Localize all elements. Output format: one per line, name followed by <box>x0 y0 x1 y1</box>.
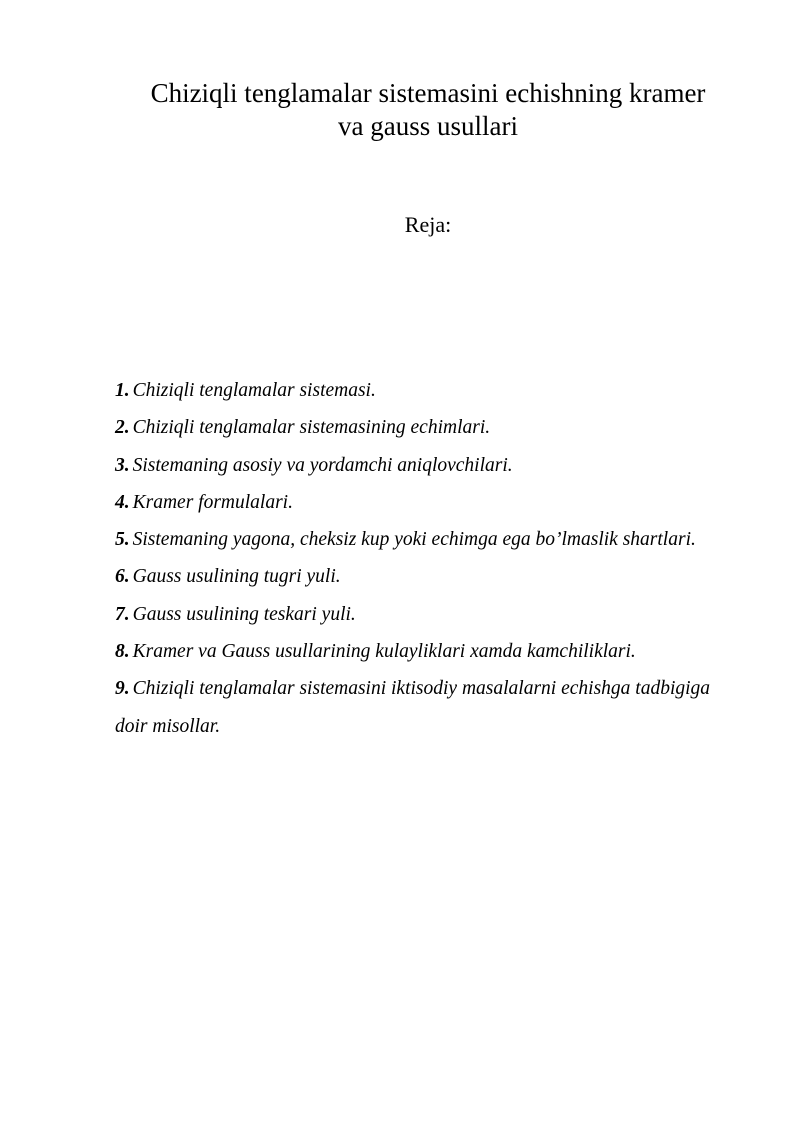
plan-item-number: 5. <box>115 529 130 551</box>
plan-item-number: 1. <box>115 380 130 401</box>
plan-list <box>115 372 715 745</box>
plan-item-3 <box>115 447 715 484</box>
plan-item-number: 3. <box>115 454 130 476</box>
plan-item-5 <box>115 521 715 558</box>
plan-item-text: Chiziqli tenglamalar sistemasi. <box>132 380 376 401</box>
document-title <box>115 77 741 143</box>
plan-item-number: 9. <box>115 678 130 700</box>
plan-item-number: 8. <box>115 641 130 663</box>
plan-item-8 <box>115 633 715 670</box>
title-line-2: va gauss usullari <box>338 111 518 141</box>
plan-item-text: Gauss usulining tugri yuli. <box>132 566 341 588</box>
plan-item-9 <box>115 670 715 745</box>
title-line-1: Chiziqli tenglamalar sistemasini echishning kramer <box>150 78 706 108</box>
plan-item-text: Kramer va Gauss usullarining kulayliklari xamda kamchiliklari. <box>132 641 636 663</box>
plan-heading: Reja: <box>404 212 452 237</box>
plan-item-text: Gauss usulining teskari yuli. <box>132 603 356 625</box>
plan-item-number: 6. <box>115 566 130 588</box>
plan-item-6 <box>115 558 715 595</box>
plan-item-2 <box>115 409 715 446</box>
plan-item-4 <box>115 484 715 521</box>
plan-item-text: Chiziqli tenglamalar sistemasining echimlari. <box>132 417 491 439</box>
plan-item-text: Chiziqli tenglamalar sistemasini iktisodiy masalalarni echishga tadbigiga doir misollar. <box>115 678 711 737</box>
plan-item-number: 4. <box>115 491 130 513</box>
plan-item-7 <box>115 596 715 633</box>
plan-item-text: Sistemaning asosiy va yordamchi aniqlovchilari. <box>132 454 513 476</box>
plan-item-text: Kramer formulalari. <box>132 491 293 513</box>
plan-item-number: 2. <box>115 417 130 439</box>
plan-item-number: 7. <box>115 603 130 625</box>
plan-item-1 <box>115 372 715 409</box>
plan-item-text: Sistemaning yagona, cheksiz kup yoki echimga ega bo’lmaslik shartlari. <box>132 529 696 551</box>
